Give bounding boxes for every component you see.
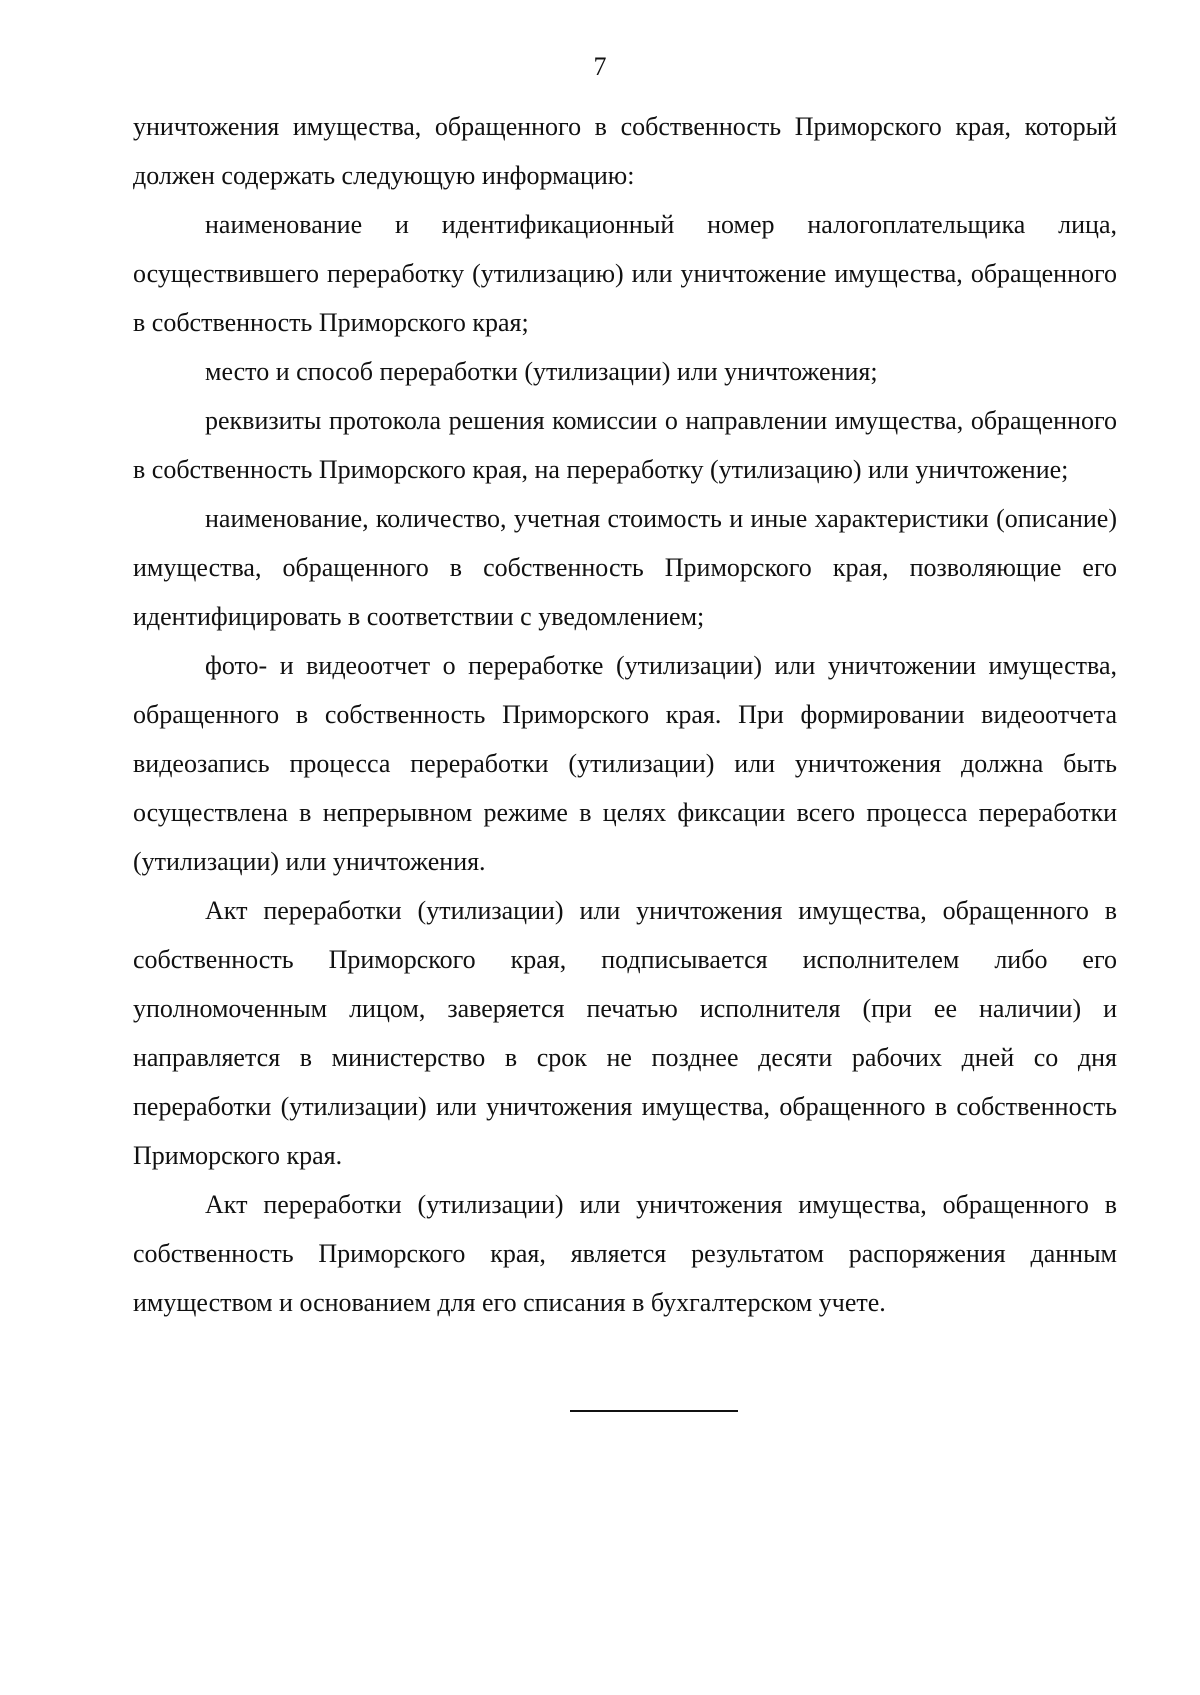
paragraph-place-method: место и способ переработки (утилизации) или уничтожения; (205, 357, 878, 386)
paragraph-taxpayer-info: наименование и идентификационный номер налогоплательщика лица, осуществившего переработку (утилизацию) или уничтожение имущества, обращенного в собственность Приморского края; (133, 210, 1117, 337)
paragraph-property-description: наименование, количество, учетная стоимость и иные характеристики (описание) имущества, обращенного в собственность Приморского края, позволяющие его идентифицировать в соответствии с уведомлением; (133, 504, 1117, 631)
paragraph-act-result: Акт переработки (утилизации) или уничтожения имущества, обращенного в собственность Приморского края, является результатом распоряжения данным имуществом и основанием для его списания в бухгалтерском учете. (133, 1190, 1117, 1317)
page-number: 7 (593, 52, 607, 81)
paragraph-protocol-details: реквизиты протокола решения комиссии о направлении имущества, обращенного в собственность Приморского края, на переработку (утилизацию) или уничтожение; (133, 406, 1117, 484)
paragraph-photo-video-report: фото- и видеоотчет о переработке (утилизации) или уничтожении имущества, обращенного в собственность Приморского края. При формировании видеоотчета видеозапись процесса переработки (утилизации) или уничтожения должна быть осуществлена в непрерывном режиме в целях фиксации всего процесса переработки (утилизации) или уничтожения. (133, 651, 1117, 876)
paragraph-act-signing: Акт переработки (утилизации) или уничтожения имущества, обращенного в собственность Приморского края, подписывается исполнителем либо его уполномоченным лицом, заверяется печатью исполнителя (при ее наличии) и направляется в министерство в срок не позднее десяти рабочих дней со дня переработки (утилизации) или уничтожения имущества, обращенного в собственность Приморского края. (133, 896, 1117, 1170)
document-body (133, 102, 1117, 1327)
paragraph-continuation: уничтожения имущества, обращенного в собственность Приморского края, который должен содержать следующую информацию: (133, 112, 1117, 190)
end-separator-line (570, 1410, 738, 1412)
